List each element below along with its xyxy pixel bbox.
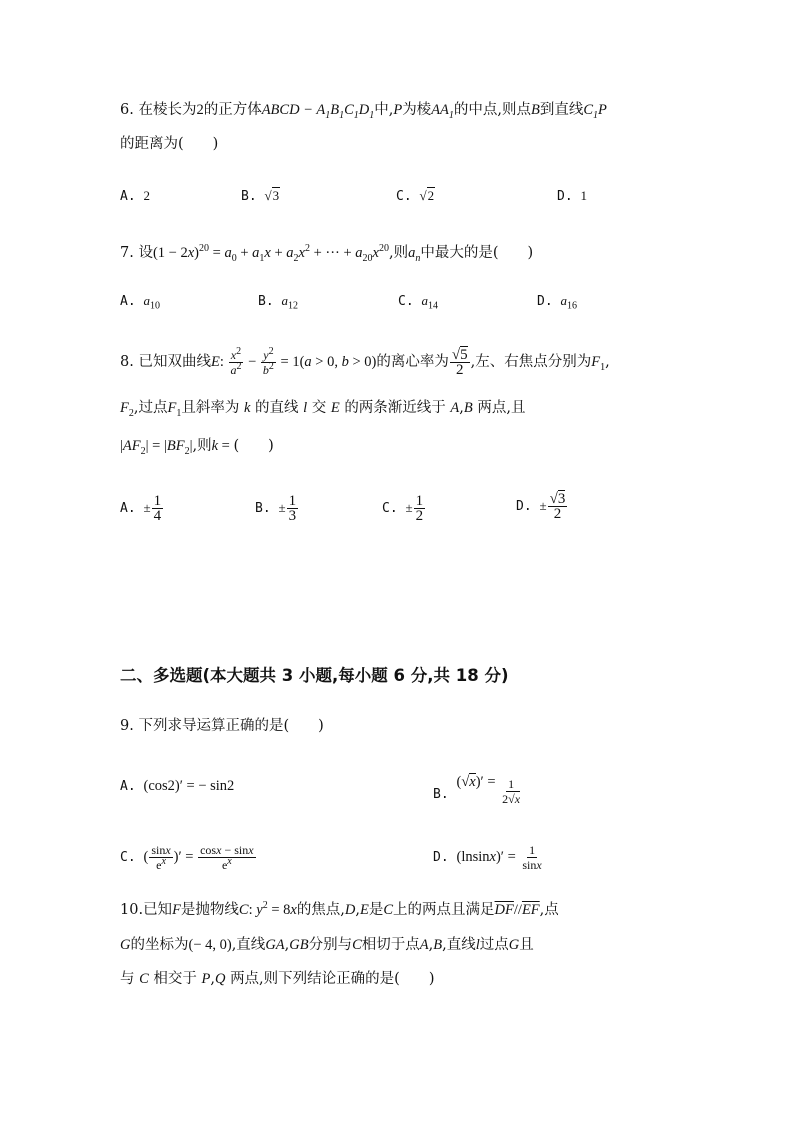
q8-option-a: A. ± $\frac{1}{4}$ [120,493,162,524]
q6-option-d: D. 1 [557,188,587,204]
q6-line2: 的距离为( ) [120,136,219,152]
q10-line2: G的坐标为(− 4, 0),直线GA,GB分别与C相切于点A,B,直线l过点G且 [120,937,534,953]
q7-option-a: A. $a_{10}$ [120,293,160,312]
q8-line2: $F_2$,过点$F_1$且斜率为 k 的直线 l 交 E 的两条渐近线于 A,B 两点,且 [120,400,526,419]
q9-option-d: D. (lnsinx)′ = $\frac{1}{\sin x}$ [433,843,542,872]
q7-line1: 7. 设$(1 - 2x)^{20} = a_0 + a_1x + a_2x^2$ + ··· + $a_{20}x^{20}$,则$a_n$中最大的是( ) [120,243,534,264]
q7-option-c: C. $a_{14}$ [398,293,438,312]
q10-line3: 与 C 相交于 P,Q 两点,则下列结论正确的是( ) [120,971,435,987]
q9-stem: 9. 下列求导运算正确的是( ) [120,718,324,734]
q8-option-b: B. ± $\frac{1}{3}$ [255,493,297,524]
q6-option-a: A. 2 [120,188,150,204]
q9-option-b: B. (√x)′ = $\frac{1}{2√x}$ [433,774,521,806]
q8-line3: $|AF_2| = |BF_2|$,则k = ( ) [120,438,274,457]
q9-option-c: C. ( $\frac{\sin x}{e^x}$ )′ = $\frac{\cos x - \sin x}{e^x}$ [120,843,254,872]
q7-option-b: B. $a_{12}$ [258,293,298,312]
q6-option-c: C. √2 [396,188,435,204]
q10-line1: 10.已知F是抛物线C: $y^2 = 8x$的焦点,D,E是C上的两点且满足$\overline{DF}//\overline{EF}$,点 [120,900,559,918]
q9-option-a: A. (cos2)′ = − sin2 [120,778,235,794]
q7-option-d: D. $a_{16}$ [537,293,577,312]
q8-option-d: D. ± $\frac{√3}{2}$ [516,491,566,522]
section-2-heading: 二、多选题(本大题共 3 小题,每小题 6 分,共 18 分) [120,666,509,685]
q6-line1: 6. 在棱长为2的正方体ABCD − $A_1B_1C_1D_1$中,P为棱$AA_1$的中点,则点B到直线$C_1P$ [120,102,607,121]
q8-line1: 8. 已知双曲线E: $\frac{x^2}{a^2}$ − $\frac{y^2}{b^2}$ = 1(a > 0, b > 0)的离心率为 $\frac{√5}{2}$ ,左、右焦点分别为$F_1$, [120,345,610,378]
q8-option-c: C. ± $\frac{1}{2}$ [382,493,424,524]
q6-option-b: B. √3 [241,188,280,204]
